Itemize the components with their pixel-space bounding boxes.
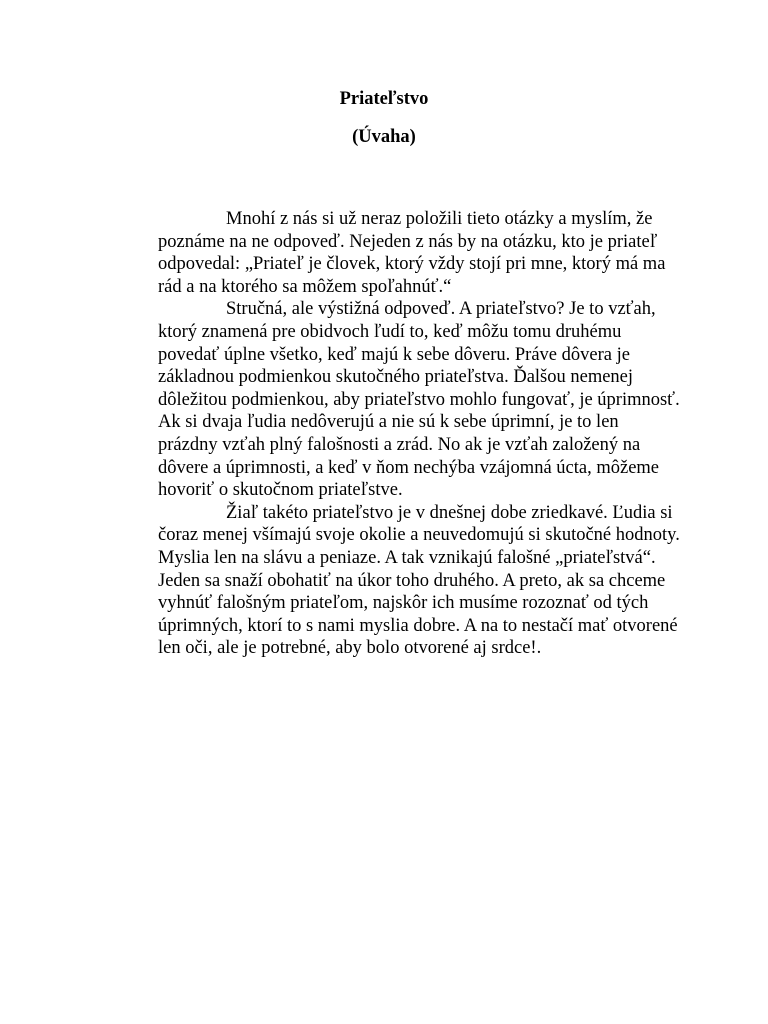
paragraph-1 <box>90 208 690 298</box>
text-line: Žiaľ takéto priateľstvo je v dnešnej dobe zriedkavé. Ľudia si <box>226 502 673 523</box>
text-line: Mnohí z nás si už neraz položili tieto otázky a myslím, že <box>226 209 653 229</box>
document-subtitle: (Úvaha) <box>352 127 416 147</box>
text-line: ktorý znamená pre obidvoch ľudí to, keď môžu tomu druhému <box>158 321 622 342</box>
text-line: odpovedal: „Priateľ je človek, ktorý vždy stojí pri mne, ktorý má ma <box>158 254 666 275</box>
document-title: Priateľstvo <box>339 89 429 109</box>
text-line: povedať úplne všetko, keď majú k sebe dôveru. Práve dôvera je <box>158 344 630 365</box>
text-line: poznáme na ne odpoveď. Nejeden z nás by na otázku, kto je priateľ <box>158 231 658 252</box>
text-line: Myslia len na slávu a peniaze. A tak vznikajú falošné „priateľstvá“. <box>158 547 656 568</box>
paragraph-3 <box>90 502 690 660</box>
text-line: dôvere a úprimnosti, a keď v ňom nechýba vzájomná úcta, môžeme <box>158 457 660 478</box>
text-line: úprimných, ktorí to s nami myslia dobre. A na to nestačí mať otvorené <box>158 615 678 636</box>
text-line: Ak si dvaja ľudia nedôverujú a nie sú k sebe úprimní, je to len <box>158 412 619 433</box>
text-line: len oči, ale je potrebné, aby bolo otvorené aj srdce!. <box>158 638 542 659</box>
text-line: vyhnúť falošným priateľom, najskôr ich musíme rozoznať od tých <box>158 593 649 614</box>
text-line: hovoriť o skutočnom priateľstve. <box>158 480 403 501</box>
document-body <box>90 208 690 660</box>
text-line: Stručná, ale výstižná odpoveď. A priateľstvo? Je to vzťah, <box>226 299 656 320</box>
paragraph-2 <box>90 298 690 501</box>
text-line: rád a na ktorého sa môžem spoľahnúť.“ <box>158 276 452 297</box>
text-line: dôležitou podmienkou, aby priateľstvo mohlo fungovať, je úprimnosť. <box>158 389 680 410</box>
text-line: základnou podmienkou skutočného priateľstva. Ďalšou nemenej <box>158 367 634 388</box>
text-line: prázdny vzťah plný falošnosti a zrád. No ak je vzťah založený na <box>158 434 641 455</box>
text-line: čoraz menej všímajú svoje okolie a neuvedomujú si skutočné hodnoty. <box>158 525 680 546</box>
text-line: Jeden sa snaží obohatiť na úkor toho druhého. A preto, ak sa chceme <box>158 570 666 591</box>
